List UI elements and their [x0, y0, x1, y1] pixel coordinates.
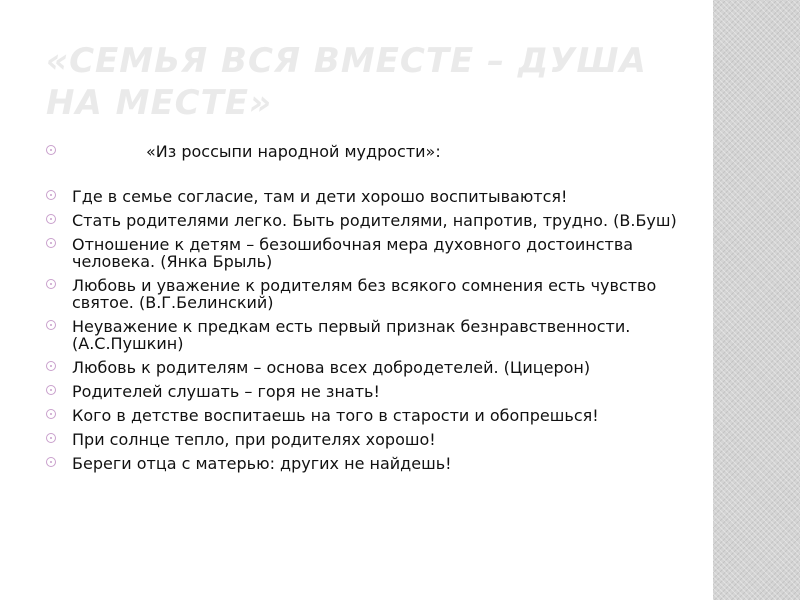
list-item	[44, 407, 684, 424]
list-item-text: Стать родителями легко. Быть родителями, напротив, трудно. (В.Буш)	[72, 211, 677, 230]
list-item	[44, 212, 684, 229]
circle-bullet-icon	[46, 145, 56, 155]
list-item-text: Неуважение к предкам есть первый признак безнравственности. (А.С.Пушкин)	[72, 317, 631, 353]
list-item-text: Отношение к детям – безошибочная мера духовного достоинства человека. (Янка Брыль)	[72, 235, 634, 271]
list-item-text: Любовь и уважение к родителям без всякого сомнения есть чувство святое. (В.Г.Белинский)	[72, 276, 657, 312]
list-item	[44, 431, 684, 448]
circle-bullet-icon	[46, 433, 56, 443]
list-item	[44, 318, 684, 352]
list-heading	[44, 143, 684, 160]
list-item	[44, 359, 684, 376]
circle-bullet-icon	[46, 385, 56, 395]
circle-bullet-icon	[46, 214, 56, 224]
list-item	[44, 383, 684, 400]
list-item	[44, 277, 684, 311]
list-item-text: Где в семье согласие, там и дети хорошо воспитываются!	[72, 187, 568, 206]
circle-bullet-icon	[46, 190, 56, 200]
circle-bullet-icon	[46, 457, 56, 467]
list-item-text: Береги отца с матерью: других не найдешь!	[72, 454, 452, 473]
bullet-list	[44, 143, 684, 479]
decorative-side-panel	[713, 0, 800, 600]
circle-bullet-icon	[46, 409, 56, 419]
circle-bullet-icon	[46, 320, 56, 330]
list-item-text: Любовь к родителям – основа всех добродетелей. (Цицерон)	[72, 358, 591, 377]
circle-bullet-icon	[46, 279, 56, 289]
circle-bullet-icon	[46, 361, 56, 371]
list-item-text: Родителей слушать – горя не знать!	[72, 382, 380, 401]
list-item	[44, 236, 684, 270]
list-item-text: При солнце тепло, при родителях хорошо!	[72, 430, 436, 449]
slide-title: «СЕМЬЯ ВСЯ ВМЕСТЕ – ДУША НА МЕСТЕ»	[46, 41, 647, 123]
list-item-text: Кого в детстве воспитаешь на того в старости и обопрешься!	[72, 406, 599, 425]
list-item	[44, 188, 684, 205]
circle-bullet-icon	[46, 238, 56, 248]
list-item	[44, 455, 684, 472]
heading-text: «Из россыпи народной мудрости»:	[146, 142, 441, 161]
